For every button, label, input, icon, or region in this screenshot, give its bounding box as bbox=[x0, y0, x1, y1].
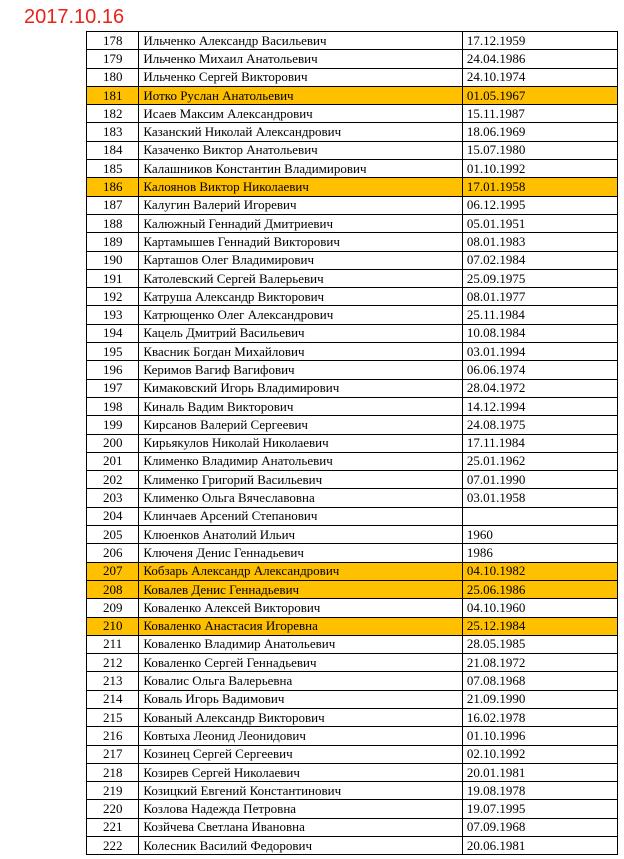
person-name: Квасник Богдан Михайлович bbox=[139, 343, 462, 361]
person-name: Клименко Григорий Васильевич bbox=[139, 471, 462, 489]
person-name: Коваленко Сергей Геннадьевич bbox=[139, 654, 462, 672]
row-number: 185 bbox=[87, 160, 139, 178]
row-number: 217 bbox=[87, 745, 139, 763]
row-number: 186 bbox=[87, 178, 139, 196]
table-row bbox=[87, 763, 618, 781]
row-number: 199 bbox=[87, 416, 139, 434]
table-row bbox=[87, 745, 618, 763]
birth-date: 25.11.1984 bbox=[462, 306, 617, 324]
person-name: Клинчаев Арсений Степанович bbox=[139, 507, 462, 525]
document-date: 2017.10.16 bbox=[24, 6, 125, 28]
person-name: Кимаковский Игорь Владимирович bbox=[139, 379, 462, 397]
birth-date: 04.10.1982 bbox=[462, 562, 617, 580]
person-name: Калугин Валерий Игоревич bbox=[139, 196, 462, 214]
table-row bbox=[87, 141, 618, 159]
person-name: Катрющенко Олег Александрович bbox=[139, 306, 462, 324]
row-number: 206 bbox=[87, 544, 139, 562]
birth-date: 06.06.1974 bbox=[462, 361, 617, 379]
birth-date: 07.02.1984 bbox=[462, 251, 617, 269]
person-name: Клименко Владимир Анатольевич bbox=[139, 452, 462, 470]
row-number: 218 bbox=[87, 763, 139, 781]
table-row bbox=[87, 452, 618, 470]
row-number: 181 bbox=[87, 86, 139, 104]
row-number: 192 bbox=[87, 288, 139, 306]
row-number: 207 bbox=[87, 562, 139, 580]
person-name: Козинец Сергей Сергеевич bbox=[139, 745, 462, 763]
table-row bbox=[87, 50, 618, 68]
birth-date: 15.11.1987 bbox=[462, 105, 617, 123]
row-number: 184 bbox=[87, 141, 139, 159]
birth-date: 20.06.1981 bbox=[462, 837, 617, 855]
row-number: 204 bbox=[87, 507, 139, 525]
table-row bbox=[87, 800, 618, 818]
table-row bbox=[87, 361, 618, 379]
row-number: 197 bbox=[87, 379, 139, 397]
table-row bbox=[87, 562, 618, 580]
birth-date: 05.01.1951 bbox=[462, 214, 617, 232]
table-row bbox=[87, 324, 618, 342]
person-name: Кованый Александр Викторович bbox=[139, 708, 462, 726]
person-name: Козйчева Светлана Ивановна bbox=[139, 818, 462, 836]
table-row bbox=[87, 818, 618, 836]
birth-date: 25.12.1984 bbox=[462, 617, 617, 635]
birth-date: 01.05.1967 bbox=[462, 86, 617, 104]
table-row bbox=[87, 617, 618, 635]
birth-date: 01.10.1992 bbox=[462, 160, 617, 178]
birth-date: 24.04.1986 bbox=[462, 50, 617, 68]
table-row bbox=[87, 397, 618, 415]
person-name: Колесник Василий Федорович bbox=[139, 837, 462, 855]
row-number: 201 bbox=[87, 452, 139, 470]
person-name: Католевский Сергей Валерьевич bbox=[139, 269, 462, 287]
person-name: Кирьякулов Николай Николаевич bbox=[139, 434, 462, 452]
table-row bbox=[87, 32, 618, 50]
birth-date: 19.08.1978 bbox=[462, 782, 617, 800]
row-number: 198 bbox=[87, 397, 139, 415]
birth-date: 07.08.1968 bbox=[462, 672, 617, 690]
birth-date: 28.04.1972 bbox=[462, 379, 617, 397]
birth-date: 03.01.1958 bbox=[462, 489, 617, 507]
table-row bbox=[87, 288, 618, 306]
person-name: Козлова Надежда Петровна bbox=[139, 800, 462, 818]
person-name: Калашников Константин Владимирович bbox=[139, 160, 462, 178]
birth-date: 10.08.1984 bbox=[462, 324, 617, 342]
table-row bbox=[87, 708, 618, 726]
person-name: Казаченко Виктор Анатольевич bbox=[139, 141, 462, 159]
birth-date: 21.08.1972 bbox=[462, 654, 617, 672]
birth-date: 25.01.1962 bbox=[462, 452, 617, 470]
birth-date: 24.08.1975 bbox=[462, 416, 617, 434]
table-row bbox=[87, 526, 618, 544]
row-number: 180 bbox=[87, 68, 139, 86]
row-number: 208 bbox=[87, 580, 139, 598]
row-number: 191 bbox=[87, 269, 139, 287]
row-number: 219 bbox=[87, 782, 139, 800]
birth-date: 01.10.1996 bbox=[462, 727, 617, 745]
birth-date: 16.02.1978 bbox=[462, 708, 617, 726]
person-name: Калюжный Геннадий Дмитриевич bbox=[139, 214, 462, 232]
person-name: Ковтыха Леонид Леонидович bbox=[139, 727, 462, 745]
row-number: 194 bbox=[87, 324, 139, 342]
birth-date: 19.07.1995 bbox=[462, 800, 617, 818]
birth-date: 07.09.1968 bbox=[462, 818, 617, 836]
birth-date: 20.01.1981 bbox=[462, 763, 617, 781]
person-name: Ковалис Ольга Валерьевна bbox=[139, 672, 462, 690]
birth-date: 04.10.1960 bbox=[462, 599, 617, 617]
table-row bbox=[87, 471, 618, 489]
row-number: 203 bbox=[87, 489, 139, 507]
table-row bbox=[87, 416, 618, 434]
person-name: Клюенков Анатолий Ильич bbox=[139, 526, 462, 544]
person-name: Клименко Ольга Вячеславовна bbox=[139, 489, 462, 507]
birth-date bbox=[462, 507, 617, 525]
row-number: 183 bbox=[87, 123, 139, 141]
table-row bbox=[87, 782, 618, 800]
row-number: 179 bbox=[87, 50, 139, 68]
table-row bbox=[87, 196, 618, 214]
row-number: 211 bbox=[87, 635, 139, 653]
person-name: Коваль Игорь Вадимович bbox=[139, 690, 462, 708]
row-number: 196 bbox=[87, 361, 139, 379]
birth-date: 21.09.1990 bbox=[462, 690, 617, 708]
table-row bbox=[87, 690, 618, 708]
table-row bbox=[87, 544, 618, 562]
row-number: 202 bbox=[87, 471, 139, 489]
birth-date: 1960 bbox=[462, 526, 617, 544]
birth-date: 17.11.1984 bbox=[462, 434, 617, 452]
person-name: Исаев Максим Александрович bbox=[139, 105, 462, 123]
table-row bbox=[87, 654, 618, 672]
row-number: 205 bbox=[87, 526, 139, 544]
birth-date: 28.05.1985 bbox=[462, 635, 617, 653]
birth-date: 14.12.1994 bbox=[462, 397, 617, 415]
person-name: Ключеня Денис Геннадьевич bbox=[139, 544, 462, 562]
birth-date: 08.01.1977 bbox=[462, 288, 617, 306]
row-number: 215 bbox=[87, 708, 139, 726]
birth-date: 07.01.1990 bbox=[462, 471, 617, 489]
birth-date: 1986 bbox=[462, 544, 617, 562]
row-number: 193 bbox=[87, 306, 139, 324]
person-name: Кобзарь Александр Александрович bbox=[139, 562, 462, 580]
table-row bbox=[87, 635, 618, 653]
row-number: 220 bbox=[87, 800, 139, 818]
table-row bbox=[87, 343, 618, 361]
birth-date: 17.01.1958 bbox=[462, 178, 617, 196]
person-name: Кирсанов Валерий Сергеевич bbox=[139, 416, 462, 434]
person-name: Катруша Александр Викторович bbox=[139, 288, 462, 306]
table-row bbox=[87, 580, 618, 598]
persons-table-body bbox=[87, 32, 618, 855]
row-number: 212 bbox=[87, 654, 139, 672]
person-name: Коваленко Анастасия Игоревна bbox=[139, 617, 462, 635]
birth-date: 24.10.1974 bbox=[462, 68, 617, 86]
table-row bbox=[87, 672, 618, 690]
table-row bbox=[87, 727, 618, 745]
table-row bbox=[87, 269, 618, 287]
row-number: 200 bbox=[87, 434, 139, 452]
person-name: Ильченко Михаил Анатольевич bbox=[139, 50, 462, 68]
table-row bbox=[87, 105, 618, 123]
table-row bbox=[87, 507, 618, 525]
row-number: 213 bbox=[87, 672, 139, 690]
table-row bbox=[87, 251, 618, 269]
person-name: Ковалев Денис Геннадьевич bbox=[139, 580, 462, 598]
table-row bbox=[87, 160, 618, 178]
person-name: Кацель Дмитрий Васильевич bbox=[139, 324, 462, 342]
row-number: 209 bbox=[87, 599, 139, 617]
table-row bbox=[87, 837, 618, 855]
person-name: Козирев Сергей Николаевич bbox=[139, 763, 462, 781]
row-number: 182 bbox=[87, 105, 139, 123]
table-row bbox=[87, 599, 618, 617]
row-number: 214 bbox=[87, 690, 139, 708]
person-name: Коваленко Алексей Викторович bbox=[139, 599, 462, 617]
person-name: Коваленко Владимир Анатольевич bbox=[139, 635, 462, 653]
table-row bbox=[87, 123, 618, 141]
table-row bbox=[87, 68, 618, 86]
person-name: Иотко Руслан Анатольевич bbox=[139, 86, 462, 104]
table-row bbox=[87, 434, 618, 452]
birth-date: 03.01.1994 bbox=[462, 343, 617, 361]
row-number: 189 bbox=[87, 233, 139, 251]
row-number: 221 bbox=[87, 818, 139, 836]
person-name: Керимов Вагиф Вагифович bbox=[139, 361, 462, 379]
person-name: Козицкий Евгений Константинович bbox=[139, 782, 462, 800]
person-name: Калоянов Виктор Николаевич bbox=[139, 178, 462, 196]
row-number: 178 bbox=[87, 32, 139, 50]
birth-date: 25.09.1975 bbox=[462, 269, 617, 287]
table-row bbox=[87, 233, 618, 251]
birth-date: 15.07.1980 bbox=[462, 141, 617, 159]
person-name: Картамышев Геннадий Викторович bbox=[139, 233, 462, 251]
birth-date: 06.12.1995 bbox=[462, 196, 617, 214]
persons-table bbox=[86, 31, 618, 855]
person-name: Казанский Николай Александрович bbox=[139, 123, 462, 141]
table-row bbox=[87, 489, 618, 507]
row-number: 222 bbox=[87, 837, 139, 855]
row-number: 190 bbox=[87, 251, 139, 269]
table-row bbox=[87, 178, 618, 196]
birth-date: 17.12.1959 bbox=[462, 32, 617, 50]
table-row bbox=[87, 86, 618, 104]
row-number: 216 bbox=[87, 727, 139, 745]
row-number: 188 bbox=[87, 214, 139, 232]
table-row bbox=[87, 306, 618, 324]
person-name: Карташов Олег Владимирович bbox=[139, 251, 462, 269]
table-row bbox=[87, 214, 618, 232]
birth-date: 08.01.1983 bbox=[462, 233, 617, 251]
birth-date: 25.06.1986 bbox=[462, 580, 617, 598]
row-number: 187 bbox=[87, 196, 139, 214]
person-name: Ильченко Александр Васильевич bbox=[139, 32, 462, 50]
birth-date: 18.06.1969 bbox=[462, 123, 617, 141]
row-number: 210 bbox=[87, 617, 139, 635]
table-row bbox=[87, 379, 618, 397]
person-name: Киналь Вадим Викторович bbox=[139, 397, 462, 415]
person-name: Ильченко Сергей Викторович bbox=[139, 68, 462, 86]
row-number: 195 bbox=[87, 343, 139, 361]
birth-date: 02.10.1992 bbox=[462, 745, 617, 763]
